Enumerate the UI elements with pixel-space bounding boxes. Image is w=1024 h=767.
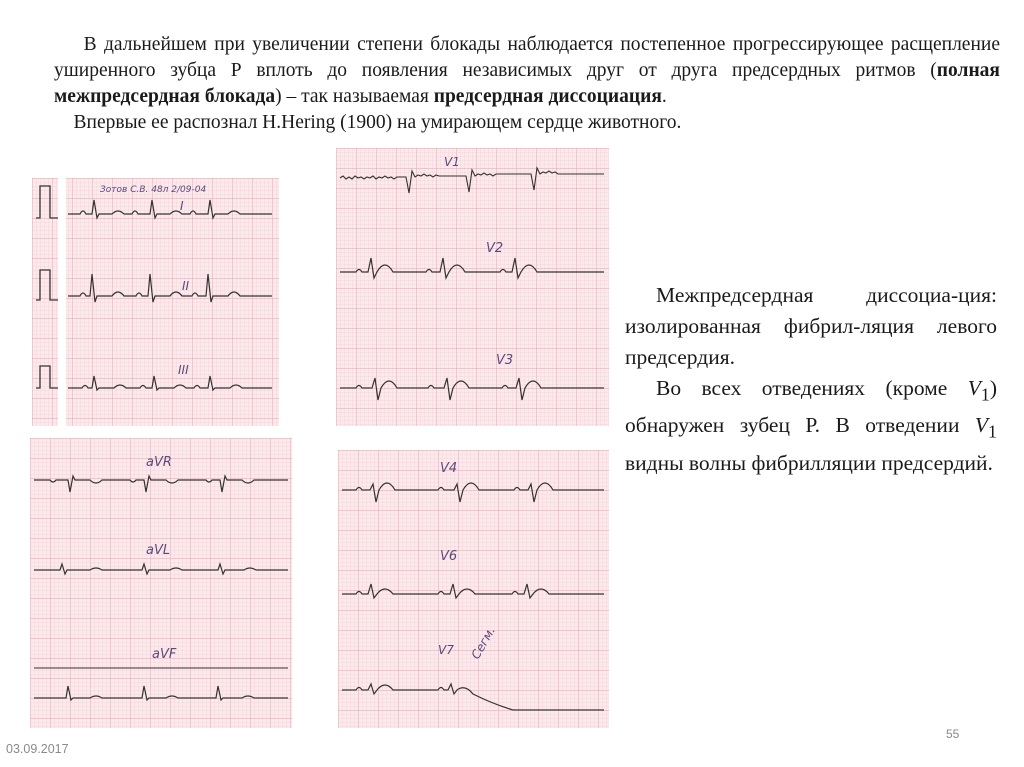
lead-label-iii: III <box>178 363 189 377</box>
lead-label-avl: aVL <box>146 543 171 558</box>
right-p2-part-a: Во всех отведениях (кроме <box>656 376 968 400</box>
intro-text-mid: ) – так называемая <box>275 86 434 107</box>
slide-date: 03.09.2017 <box>6 742 69 756</box>
intro-text-end: . <box>661 86 667 107</box>
hering-sentence: Впервые ее распознал Н.Hering (1900) на умирающем сердце животного. <box>73 112 682 133</box>
right-description <box>625 280 997 479</box>
intro-text <box>54 32 1000 136</box>
intro-bold-complete-block: полная межпредсердная блокада <box>54 60 1000 107</box>
lead-label-i: I <box>180 199 184 213</box>
intro-paragraph-2 <box>54 110 1000 136</box>
ecg-panel-chest-leads-v4-v7 <box>338 450 609 728</box>
lead-label-v1: V1 <box>444 155 460 169</box>
lead-label-v2: V2 <box>486 241 504 256</box>
lead-v-subscript-1: 1 <box>980 384 990 405</box>
lead-label-v7: V7 <box>438 643 454 657</box>
ecg-header-note: Зотов С.В. 48л 2/09-04 <box>100 185 207 195</box>
lead-label-avr: aVR <box>146 455 172 470</box>
ecg-panel-augmented-leads <box>30 438 292 728</box>
right-paragraph-2 <box>625 373 997 479</box>
lead-v-subscript-2: 1 <box>988 421 997 442</box>
intro-paragraph-1 <box>54 32 1000 110</box>
lead-label-v6: V6 <box>440 549 458 564</box>
right-p2-part-b: ) обнаружен зубец Р. В отведении <box>625 376 997 438</box>
right-paragraph-1: Межпредсердная диссоциа-ция: изолированная фибрил-ляция левого предсердия. <box>625 283 997 369</box>
page-number: 55 <box>946 727 960 741</box>
intro-bold-atrial-dissociation: предсердная диссоциация <box>433 86 662 107</box>
lead-v-italic-1: V <box>967 376 981 400</box>
lead-label-ii: II <box>182 279 190 293</box>
lead-label-v3: V3 <box>496 353 514 368</box>
ecg-figure <box>22 142 620 732</box>
ecg-panel-limb-leads <box>32 178 279 426</box>
lead-v-italic-2: V <box>974 413 989 438</box>
lead-label-avf: aVF <box>152 647 177 662</box>
intro-text-start: В дальнейшем при увеличении степени блокады наблюдается постепенное прогрессирующее расщепление уширенного зубца Р вплоть до появления независимых друг от друга предсердных ритмов ( <box>54 34 1000 81</box>
lead-label-v4: V4 <box>440 461 458 476</box>
ecg-panel-chest-leads-v1-v3 <box>336 148 609 426</box>
right-p2-part-c: видны волны фибрилляции предсердий. <box>625 450 993 475</box>
ecg-handwritten-note: Сегм. <box>468 624 499 662</box>
